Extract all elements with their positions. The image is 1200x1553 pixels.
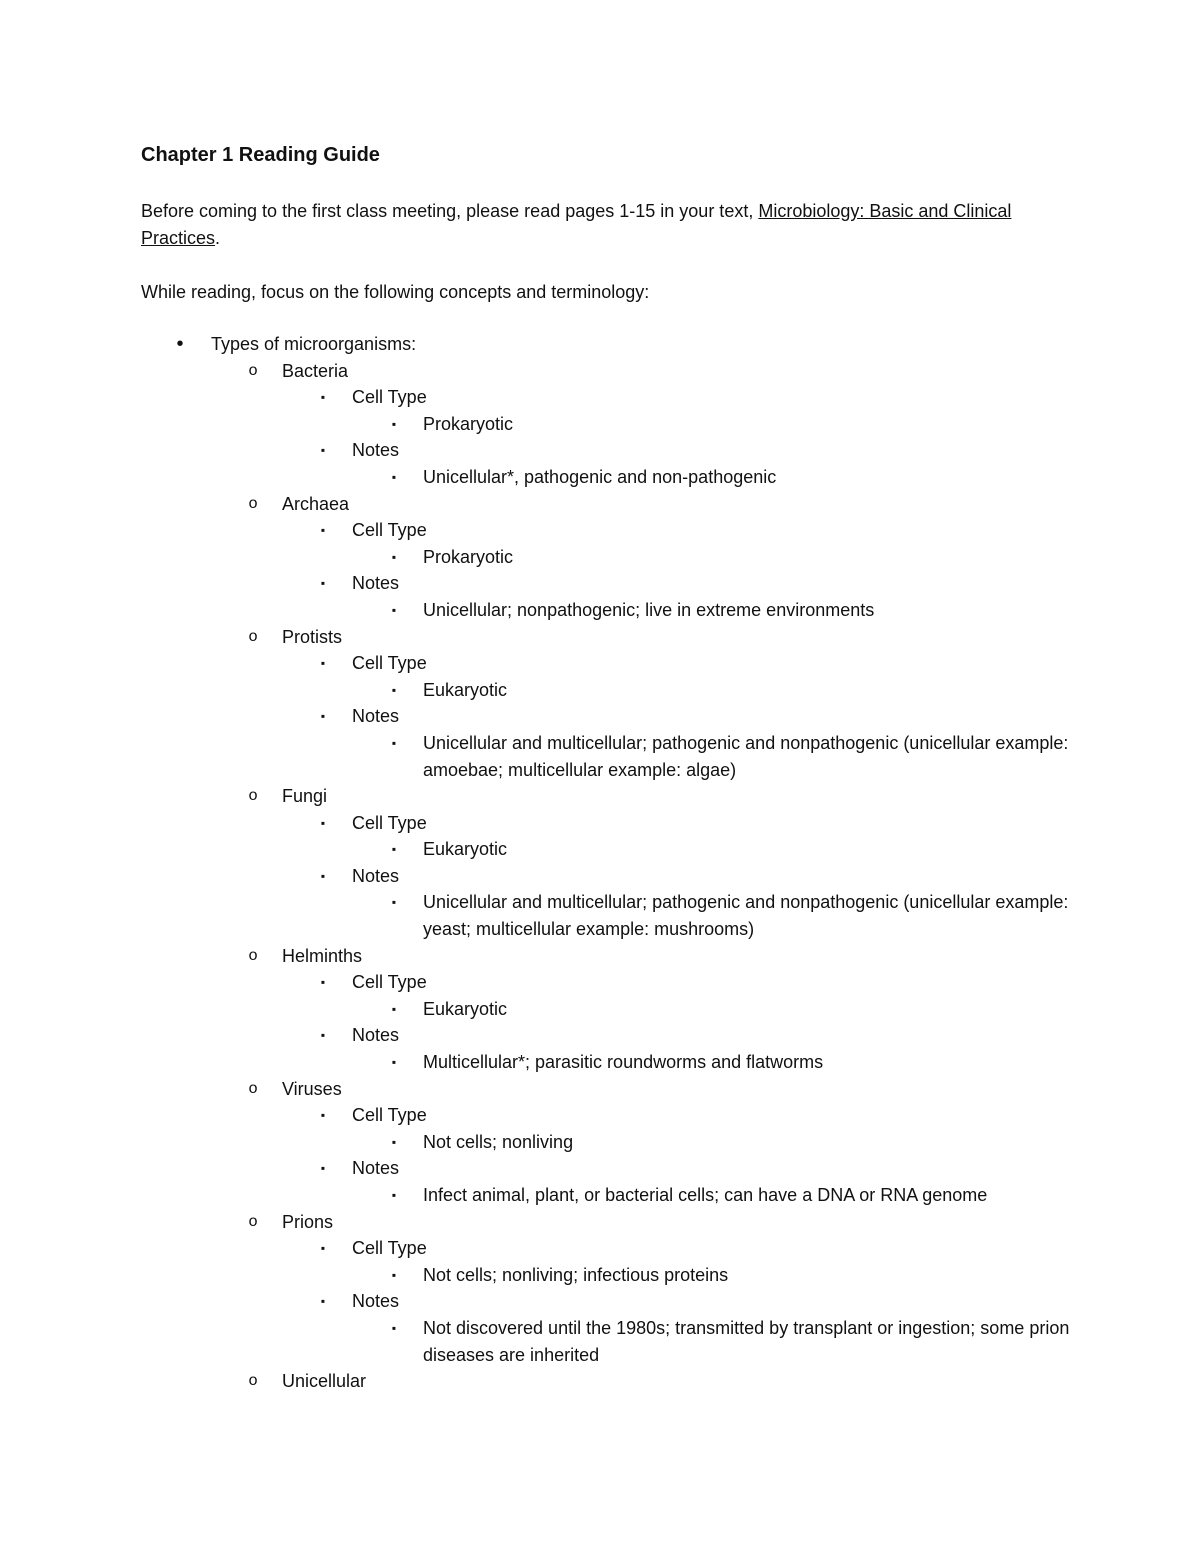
cell-type-value: Prokaryotic (423, 413, 514, 434)
outline-trailing-row (0, 1368, 1200, 1395)
notes-label-row (0, 437, 1200, 464)
organism-name-row (0, 491, 1200, 518)
bullet-square-icon: ▪ (320, 523, 326, 538)
notes-value: Unicellular; nonpathogenic; live in extreme environments (423, 599, 875, 620)
notes-label: Notes (352, 706, 400, 727)
cell-type-label-row (0, 517, 1200, 544)
bullet-square-icon: ▪ (391, 1188, 397, 1202)
notes-value: Not discovered until the 1980s; transmitted by transplant or ingestion; some prion diseases are inherited (423, 1317, 1070, 1365)
cell-type-label: Cell Type (352, 812, 427, 833)
bullet-square-icon: ▪ (391, 895, 397, 910)
notes-label-row (0, 1288, 1200, 1315)
bullet-square-icon: ▪ (391, 1320, 397, 1335)
notes-label: Notes (352, 440, 400, 461)
notes-label-row (0, 703, 1200, 730)
cell-type-value: Prokaryotic (423, 546, 514, 567)
cell-type-label-row (0, 1102, 1200, 1129)
bullet-circle-icon: o (248, 1372, 258, 1391)
notes-value-row (0, 730, 1200, 783)
bullet-square-icon: ▪ (320, 576, 326, 591)
cell-type-label: Cell Type (352, 387, 427, 408)
notes-value-row (0, 889, 1200, 942)
organism-entry (0, 358, 1200, 491)
notes-label: Notes (352, 865, 400, 886)
bullet-square-icon: ▪ (320, 975, 326, 990)
notes-value: Unicellular*, pathogenic and non-pathogenic (423, 466, 777, 487)
notes-value-row (0, 464, 1200, 491)
organism-entry (0, 1209, 1200, 1369)
cell-type-value-row (0, 544, 1200, 571)
bullet-circle-icon: o (248, 361, 258, 380)
notes-value: Unicellular and multicellular; pathogenic and nonpathogenic (unicellular example: amoebae; multicellular example: algae) (423, 732, 1069, 780)
organism-entry (0, 1076, 1200, 1209)
notes-label-row (0, 570, 1200, 597)
notes-label-row (0, 863, 1200, 890)
organism-name: Bacteria (282, 360, 349, 381)
cell-type-value: Eukaryotic (423, 679, 508, 700)
organism-name: Protists (282, 626, 343, 647)
organism-name: Helminths (282, 945, 363, 966)
bullet-square-icon: ▪ (320, 1294, 326, 1309)
cell-type-label: Cell Type (352, 1238, 427, 1259)
intro-text: Before coming to the first class meeting, please read pages 1-15 in your text, (141, 201, 759, 221)
bullet-circle-icon: o (248, 1079, 258, 1098)
notes-value-row (0, 1315, 1200, 1368)
bullet-square-icon: ▪ (391, 416, 397, 431)
bullet-square-icon: ▪ (320, 443, 326, 458)
intro-paragraph (141, 198, 1061, 251)
cell-type-value: Not cells; nonliving; infectious proteins (423, 1264, 729, 1285)
notes-label-row (0, 1155, 1200, 1182)
bullet-square-icon: ▪ (391, 842, 397, 857)
notes-label-row (0, 1022, 1200, 1049)
notes-label: Notes (352, 1025, 400, 1046)
notes-value-row (0, 597, 1200, 624)
notes-value: Infect animal, plant, or bacterial cells; can have a DNA or RNA genome (423, 1185, 988, 1205)
cell-type-label: Cell Type (352, 653, 427, 674)
bullet-square-icon: ▪ (391, 1001, 397, 1016)
microorganism-outline (0, 331, 1200, 1395)
organism-list (0, 358, 1200, 1369)
organism-name-row (0, 624, 1200, 651)
book-title: Microbiology: Basic and Clinical Practices (141, 201, 1012, 248)
bullet-dot-icon: • (176, 333, 184, 355)
bullet-circle-icon: o (248, 494, 258, 513)
bullet-square-icon: ▪ (391, 682, 397, 697)
bullet-square-icon: ▪ (391, 469, 397, 484)
bullet-circle-icon: o (248, 787, 258, 806)
notes-value-row (0, 1182, 1200, 1209)
cell-type-label: Cell Type (352, 1105, 427, 1126)
notes-value-row (0, 1049, 1200, 1076)
cell-type-value-row (0, 836, 1200, 863)
cell-type-label-row (0, 969, 1200, 996)
bullet-square-icon: ▪ (391, 1134, 397, 1149)
organism-name-row (0, 1076, 1200, 1103)
cell-type-value-row (0, 1129, 1200, 1156)
outline-topic-row (0, 331, 1200, 358)
bullet-square-icon: ▪ (320, 815, 326, 830)
bullet-square-icon: ▪ (320, 1108, 326, 1123)
organism-entry (0, 783, 1200, 943)
cell-type-value: Eukaryotic (423, 839, 508, 860)
cell-type-value-row (0, 677, 1200, 704)
bullet-square-icon: ▪ (391, 1267, 397, 1282)
bullet-square-icon: ▪ (320, 1028, 326, 1043)
bullet-square-icon: ▪ (320, 1241, 326, 1256)
notes-value: Multicellular*; parasitic roundworms and flatworms (423, 1052, 824, 1073)
organism-entry (0, 943, 1200, 1076)
bullet-circle-icon: o (248, 946, 258, 965)
cell-type-value-row (0, 996, 1200, 1023)
organism-name-row (0, 783, 1200, 810)
focus-paragraph: While reading, focus on the following concepts and terminology: (141, 282, 650, 302)
cell-type-value: Eukaryotic (423, 998, 508, 1019)
cell-type-label: Cell Type (352, 520, 427, 541)
cell-type-label-row (0, 810, 1200, 837)
cell-type-value-row (0, 1262, 1200, 1289)
bullet-circle-icon: o (248, 627, 258, 646)
cell-type-label: Cell Type (352, 972, 427, 993)
cell-type-value: Not cells; nonliving (423, 1131, 574, 1152)
organism-name: Archaea (282, 493, 350, 514)
bullet-square-icon: ▪ (391, 1055, 397, 1070)
bullet-square-icon: ▪ (391, 602, 397, 617)
notes-label: Notes (352, 1158, 400, 1179)
organism-name: Prions (282, 1211, 334, 1232)
organism-name-row (0, 1209, 1200, 1236)
organism-entry (0, 624, 1200, 784)
bullet-square-icon: ▪ (320, 390, 326, 405)
bullet-square-icon: ▪ (320, 656, 326, 671)
outline-topic: Types of microorganisms: (211, 334, 417, 354)
notes-label: Notes (352, 573, 400, 594)
cell-type-label-row (0, 384, 1200, 411)
organism-name: Fungi (282, 786, 328, 807)
bullet-square-icon: ▪ (391, 549, 397, 564)
organism-name-row (0, 358, 1200, 385)
bullet-square-icon: ▪ (320, 1161, 326, 1176)
bullet-square-icon: ▪ (391, 735, 397, 750)
bullet-square-icon: ▪ (320, 709, 326, 724)
intro-end: . (215, 227, 221, 248)
cell-type-value-row (0, 411, 1200, 438)
notes-label: Notes (352, 1291, 400, 1312)
bullet-square-icon: ▪ (320, 868, 326, 883)
organism-entry (0, 491, 1200, 624)
notes-value: Unicellular and multicellular; pathogenic and nonpathogenic (unicellular example: yeast; multicellular example: mushrooms) (423, 892, 1069, 940)
bullet-circle-icon: o (248, 1212, 258, 1231)
cell-type-label-row (0, 1235, 1200, 1262)
trailing-item: Unicellular (282, 1371, 367, 1392)
organism-name-row (0, 943, 1200, 970)
cell-type-label-row (0, 650, 1200, 677)
document-title: Chapter 1 Reading Guide (141, 144, 380, 166)
organism-name: Viruses (282, 1078, 342, 1099)
